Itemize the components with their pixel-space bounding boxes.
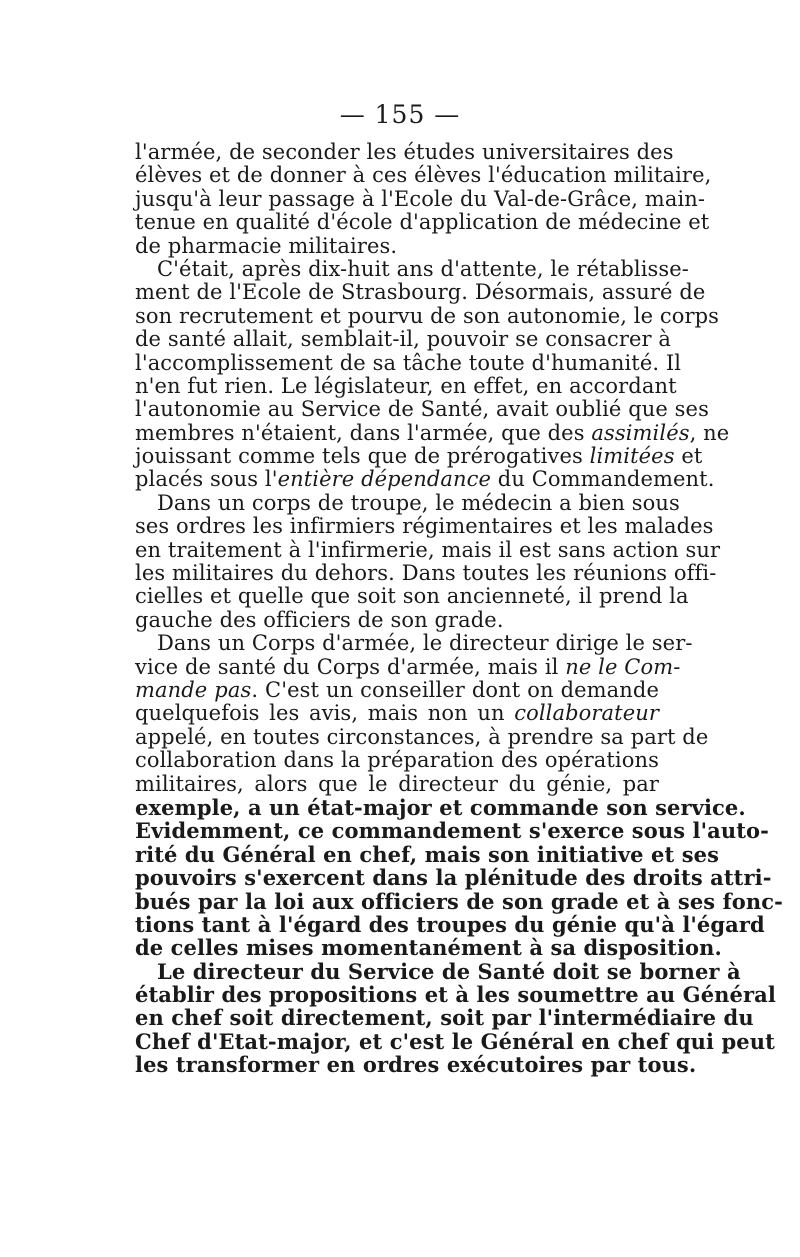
text-line: [135, 235, 659, 258]
text-line: [135, 537, 721, 562]
text-line: [135, 1052, 697, 1078]
text-segment: ses ordres les infirmiers régimentaires et les malades: [135, 514, 714, 539]
text-segment: bués par la loi aux officiers de son grade et à ses fonc-: [135, 888, 783, 914]
text-segment: établir des propositions et à les soumettre au Général: [135, 982, 776, 1008]
text-segment: en chef soit directement, soit par l'intermédiaire du: [135, 1005, 754, 1031]
text-line: [135, 935, 722, 961]
text-segment: appelé, en toutes circonstances, à prendre sa part de: [135, 724, 709, 749]
text-line: [135, 794, 746, 820]
text-line: [135, 420, 730, 445]
text-line: [135, 679, 659, 702]
text-line: [135, 140, 674, 164]
text-segment: l'accomplissement de sa tâche toute d'humanité. Il: [135, 350, 682, 375]
text-line: [135, 444, 703, 469]
text-line: [135, 888, 783, 914]
text-line: [135, 397, 709, 422]
text-line: [135, 702, 659, 725]
text-line: [135, 373, 677, 398]
text-segment: élèves et de donner à ces élèves l'éducation militaire,: [135, 163, 712, 188]
italic-text: collaborateur: [514, 701, 659, 726]
text-segment: de santé allait, semblait-il, pouvoir se consacrer à: [135, 327, 672, 352]
text-segment: les transformer en ordres exécutoires par tous.: [135, 1052, 697, 1078]
italic-text: assimilés: [591, 420, 690, 445]
text-segment: membres n'étaient, dans l'armée, que des: [135, 420, 592, 445]
text-line: [135, 654, 681, 679]
text-segment: de pharmacie militaires.: [135, 233, 398, 258]
text-segment: jusqu'à leur passage à l'Ecole du Val-de-Grâce, main-: [135, 186, 706, 211]
text-segment: rité du Général en chef, mais son initiative et ses: [135, 841, 719, 867]
text-segment: pouvoirs s'exercent dans la plénitude des droits attri-: [135, 865, 772, 891]
text-segment: vice de santé du Corps d'armée, mais il: [135, 654, 566, 679]
text-line: [135, 210, 710, 235]
text-line: [135, 584, 689, 609]
text-segment: placés sous l': [135, 467, 278, 492]
text-line: [135, 280, 706, 305]
text-line: [135, 958, 741, 984]
text-segment: en traitement à l'infirmerie, mais il est sans action sur: [135, 537, 721, 562]
text-line: [135, 561, 717, 586]
text-segment: gauche des officiers de son grade.: [135, 607, 504, 632]
text-segment: de celles mises momentanément à sa disposition.: [135, 935, 722, 961]
italic-text: mande pas: [135, 677, 252, 702]
text-line: [135, 865, 772, 891]
text-line: [135, 773, 659, 796]
text-segment: Dans un corps de troupe, le médecin a bien sous: [157, 490, 680, 515]
text-segment: Le directeur du Service de Santé doit se borner à: [157, 958, 741, 984]
text-line: [135, 911, 765, 937]
italic-text: limitées: [589, 444, 675, 469]
text-segment: Evidemment, ce commandement s'exerce sous l'auto-: [135, 818, 769, 844]
text-segment: Chef d'Etat-major, et c'est le Général en chef qui peut: [135, 1028, 775, 1054]
text-segment: Dans un Corps d'armée, le directeur dirige le ser-: [157, 631, 693, 656]
text-segment: l'autonomie au Service de Santé, avait oublié que ses: [135, 397, 709, 422]
text-line: [135, 818, 769, 844]
text-segment: , ne: [689, 420, 730, 445]
text-line: [135, 724, 709, 749]
text-segment: n'en fut rien. Le législateur, en effet, en accordant: [135, 373, 677, 398]
text-line: [135, 631, 693, 656]
text-segment: quelquefois les avis, mais non un: [135, 701, 515, 726]
text-line: [135, 186, 706, 211]
text-segment: les militaires du dehors. Dans toutes les réunions offi-: [135, 561, 717, 586]
text-line: [135, 163, 712, 188]
text-segment: militaires, alors que le directeur du génie, par: [135, 771, 659, 796]
text-line: [135, 1028, 775, 1054]
text-segment: exemple, a un état-major et commande son service.: [135, 794, 746, 820]
text-segment: tions tant à l'égard des troupes du génie qu'à l'égard: [135, 911, 765, 937]
text-segment: l'armée, de seconder les études universitaires des: [135, 140, 674, 164]
text-line: [135, 490, 680, 515]
text-line: [135, 327, 672, 352]
text-line: [135, 303, 720, 328]
text-segment: C'était, après dix-huit ans d'attente, le rétablisse-: [157, 256, 690, 281]
body-text: [135, 140, 783, 1078]
page-number: — 155 —: [339, 100, 461, 129]
text-line: [135, 1005, 754, 1031]
text-line: [135, 514, 714, 539]
text-segment: ment de l'Ecole de Strasbourg. Désormais, assuré de: [135, 280, 706, 305]
text-line: [135, 256, 690, 281]
text-segment: son recrutement et pourvu de son autonomie, le corps: [135, 303, 720, 328]
text-line: [135, 982, 776, 1008]
text-line: [135, 841, 719, 867]
text-segment: du Commandement.: [491, 467, 715, 492]
text-segment: collaboration dans la préparation des opérations: [135, 748, 659, 773]
text-segment: tenue en qualité d'école d'application de médecine et: [135, 210, 710, 235]
text-line: [135, 609, 659, 632]
text-line: [135, 350, 682, 375]
italic-text: entière dépendance: [277, 467, 492, 492]
text-segment: et: [674, 444, 703, 469]
text-segment: . C'est un conseiller dont on demande: [251, 677, 659, 702]
text-segment: cielles et quelle que soit son ancienneté, il prend la: [135, 584, 689, 609]
text-segment: jouissant comme tels que de prérogatives: [135, 444, 590, 469]
text-line: [135, 467, 715, 492]
text-line: [135, 749, 659, 772]
italic-text: ne le Com-: [565, 654, 681, 679]
